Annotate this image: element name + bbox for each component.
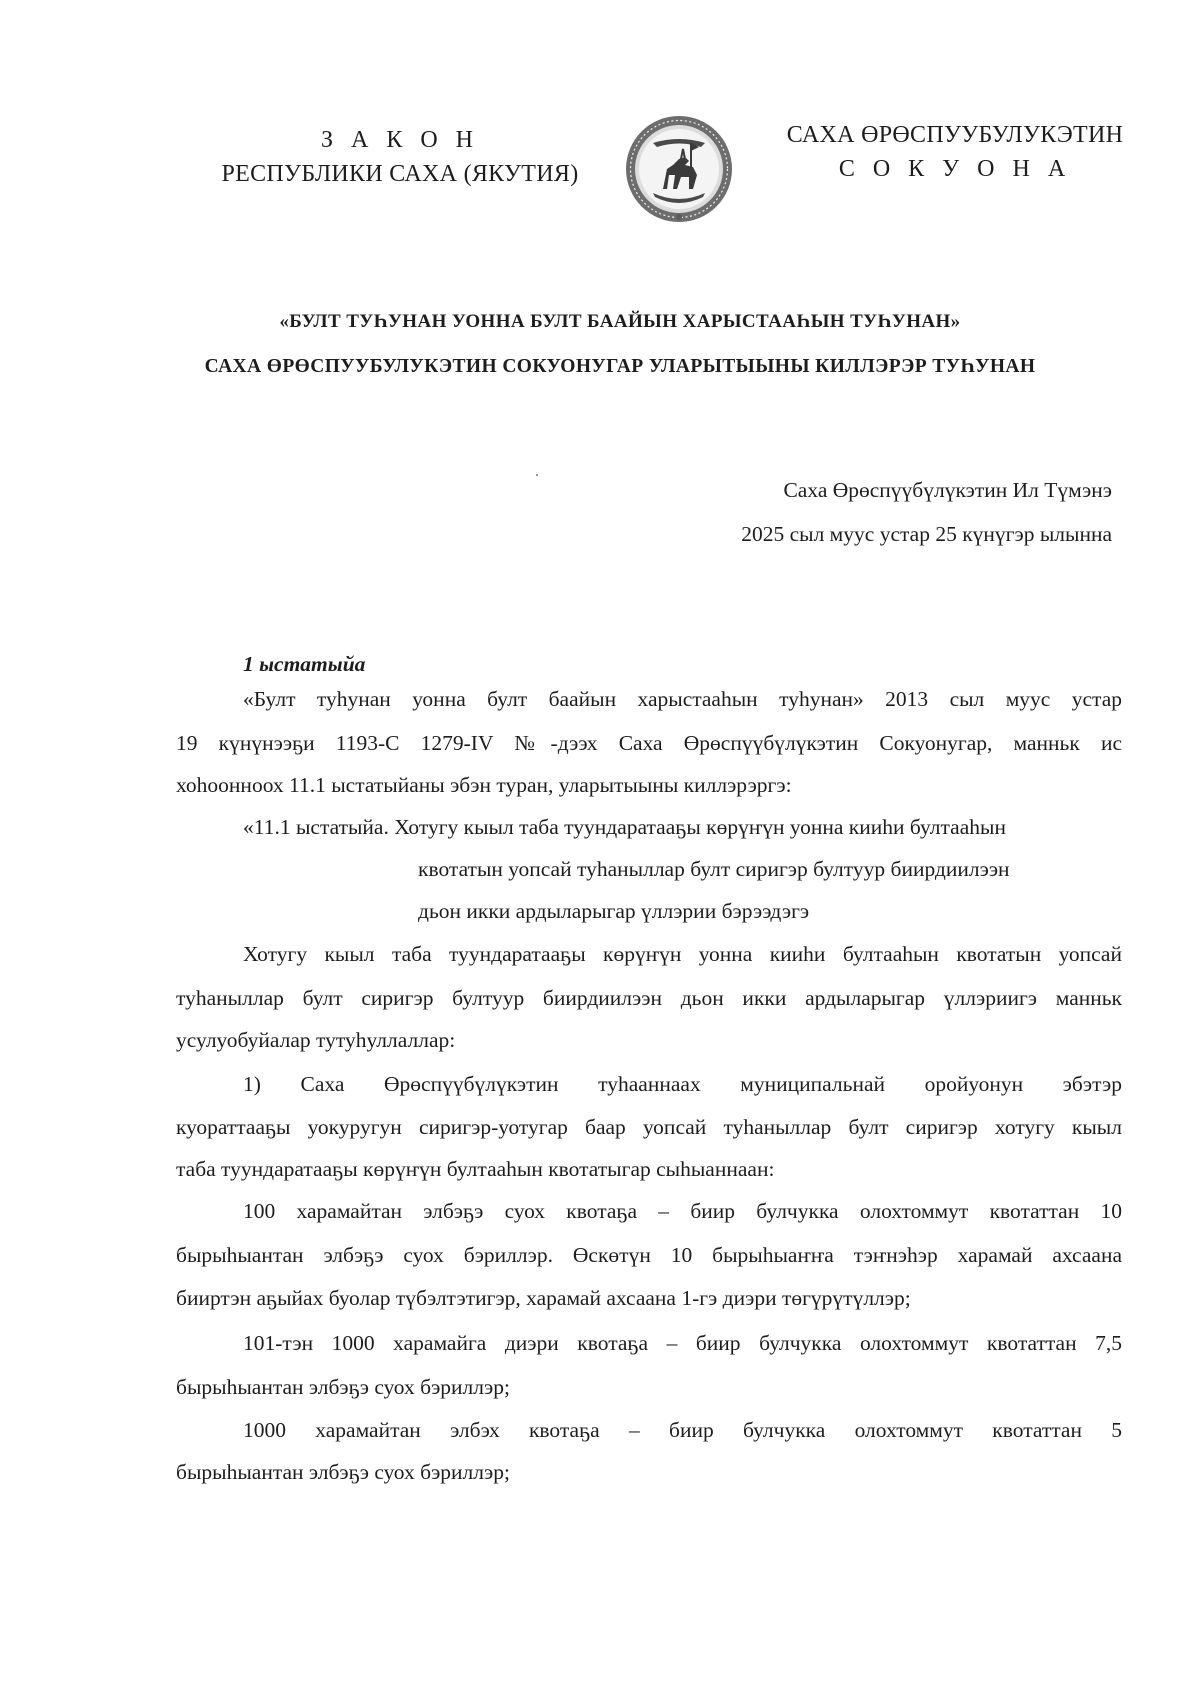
scan-speck (536, 474, 538, 476)
article-line: 1000 харамайтан элбэх квотаҕа – биир булчукка олохтоммут квотаттан 5 (243, 1418, 1122, 1442)
article-line: бииртэн аҕыйах буолар түбэлтэтигэр, харамай ахсаана 1-гэ диэри төгүрүтүллэр; (176, 1286, 911, 1310)
article-line: «Булт туһунан уонна булт баайын харыстааһын туһунан» 2013 сыл муус устар (243, 687, 1122, 711)
article-line: усулуобуйалар тутуһуллаллар: (176, 1028, 456, 1052)
header-left-line2: РЕСПУБЛИКИ САХА (ЯКУТИЯ) (221, 161, 579, 187)
article-line: «11.1 ыстатыйа. Хотугу кыыл таба туундаратааҕы көрүҥүн уонна кииһи бултааһын (243, 815, 1006, 839)
article-line: Хотугу кыыл таба туундаратааҕы көрүҥүн уонна кииһи бултааһын квотатын уопсай (243, 942, 1122, 966)
article-line: 100 харамайтан элбэҕэ суох квотаҕа – биир булчукка олохтоммут квотаттан 10 (243, 1199, 1122, 1223)
header-right-line1: САХА ӨРӨСПУУБУЛУКЭТИН (786, 122, 1124, 148)
article-line: дьон икки ардыларыгар үллэрии бэрээдэгэ (418, 899, 810, 923)
article-heading: 1 ыстатыйа (243, 652, 366, 676)
article-line: 1) Саха Өрөспүүбүлүкэтин туһааннаах муниципальнай оройуонун эбэтэр (243, 1072, 1122, 1096)
article-line: 19 күнүнээҕи 1193-С 1279-IV №-дээх Саха Өрөспүүбүлүкэтин Сокуонугар, манньк ис (176, 731, 1122, 755)
header-right (770, 118, 1140, 186)
article-line: таба туундаратааҕы көрүҥүн бултааһын квотатыгар сыһыаннаан: (176, 1157, 775, 1181)
coat-of-arms-emblem-icon (623, 113, 735, 225)
law-title-line2: САХА ӨРӨСПУУБУЛУКЭТИН СОКУОНУГАР УЛАРЫТЫЫНЫ КИЛЛЭРЭР ТУҺУНАН (204, 356, 1036, 377)
article-line: куораттааҕы уокуругун сиригэр-уотугар баар уопсай туһаныллар булт сиригэр хотугу кыыл (176, 1115, 1122, 1139)
header-left (190, 123, 610, 191)
header-right-line2: С О К У О Н А (838, 156, 1072, 182)
adoption-date: 2025 сыл муус устар 25 күнүгэр ылынна (741, 522, 1112, 546)
law-title-line1: «БУЛТ ТУҺУНАН УОННА БУЛТ БААЙЫН ХАРЫСТААҺЫН ТУҺУНАН» (279, 311, 961, 332)
article-line: бырыһыантан элбэҕэ суох бэриллэр. Өскөтүн 10 бырыһыаҥҥа тэҥнэһэр харамай ахсаана (176, 1243, 1122, 1267)
article-line: бырыһыантан элбэҕэ суох бэриллэр; (176, 1375, 510, 1399)
article-line: квотатын уопсай туһаныллар булт сиригэр бултуур биирдиилээн (418, 857, 1010, 881)
article-line: бырыһыантан элбэҕэ суох бэриллэр; (176, 1460, 510, 1484)
article-line: 101-тэн 1000 харамайга диэри квотаҕа – биир булчукка олохтоммут квотаттан 7,5 (243, 1331, 1122, 1355)
article-line: хоһоонноох 11.1 ыстатыйаны эбэн туран, уларытыыны киллэрэргэ: (176, 773, 792, 797)
adopting-body: Саха Өрөспүүбүлүкэтин Ил Түмэнэ (783, 478, 1112, 502)
header-left-line1: З А К О Н (320, 127, 480, 153)
article-line: туһаныллар булт сиригэр бултуур биирдиилээн дьон икки ардыларыгар үллэриигэ манньк (176, 986, 1122, 1010)
